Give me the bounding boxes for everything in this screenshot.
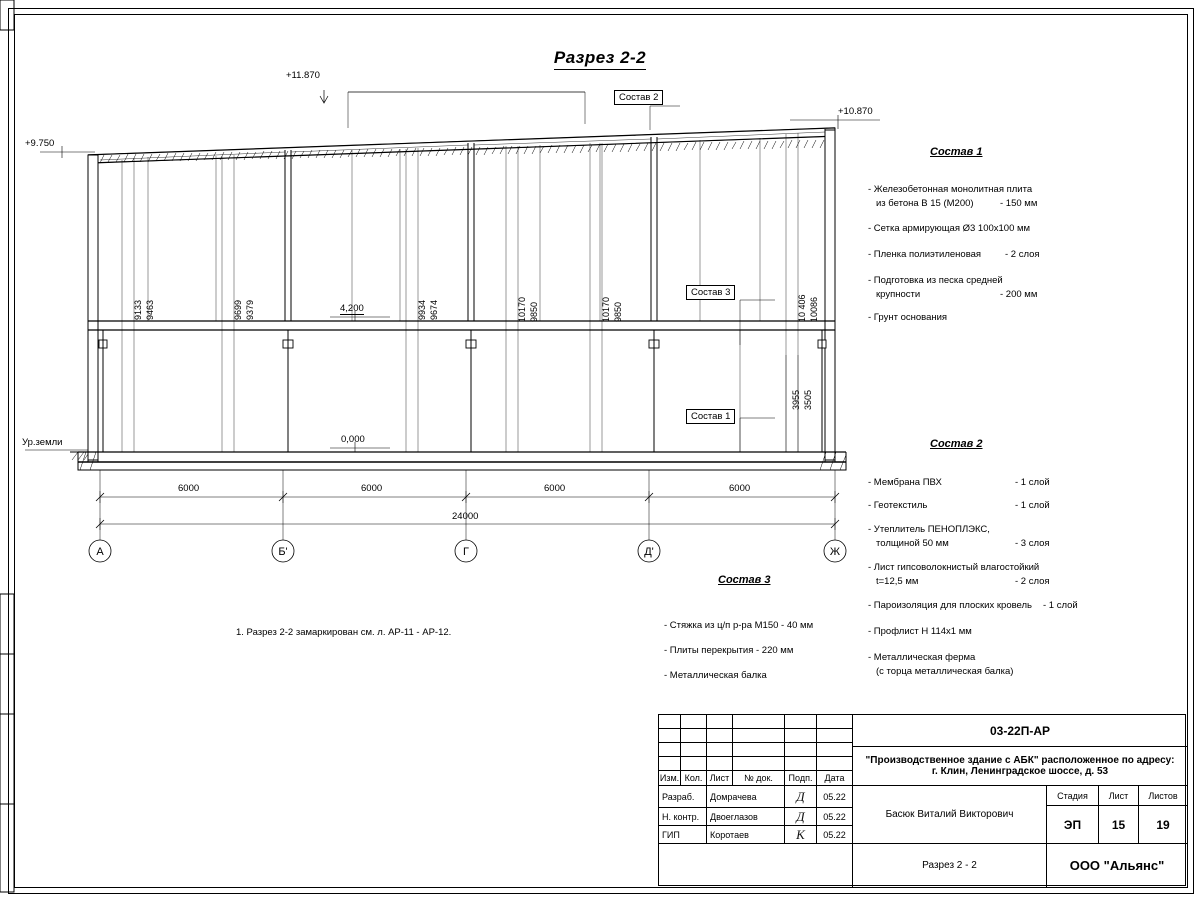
- stamp-sign-controller: [785, 808, 817, 826]
- stamp-grid-cell: [707, 743, 733, 757]
- spec1-item: - Грунт основания: [868, 312, 948, 323]
- spec1-item-value: - 150 мм: [1000, 198, 1038, 209]
- stamp-grid-cell: [733, 715, 785, 729]
- level-zero: 0,000: [341, 434, 365, 445]
- vertical-dim: 9850: [613, 301, 623, 322]
- stamp-grid-cell: [817, 743, 853, 757]
- axis-label: А: [96, 546, 104, 558]
- stamp-grid-cell: [817, 757, 853, 771]
- stamp-col-izm: Изм.: [659, 771, 681, 786]
- vertical-dim: 9699: [233, 299, 243, 320]
- axis-label: Б': [278, 546, 288, 558]
- stamp-code: 03-22П-АР: [853, 715, 1187, 747]
- stamp-sign-gip: [785, 826, 817, 844]
- stamp-sheet-title: Разрез 2 - 2: [853, 844, 1047, 887]
- spec2-item-cont: (с торца металлическая балка): [876, 666, 1014, 677]
- bay-dim: 6000: [544, 483, 566, 494]
- spec3-header: Состав 3: [718, 574, 771, 586]
- vertical-dim: 10086: [809, 296, 819, 322]
- stamp-col-podp: Подп.: [785, 771, 817, 786]
- stamp-grid-cell: [681, 729, 707, 743]
- vertical-dim: 9133: [133, 299, 143, 320]
- stamp-sheet-label: Лист: [1099, 786, 1139, 806]
- stamp-grid-cell: [817, 715, 853, 729]
- title-block: [658, 714, 1186, 886]
- stamp-role-developer: Разраб.: [659, 786, 707, 808]
- spec1-item-cont: крупности: [876, 289, 921, 300]
- spec2-item: - Профлист Н 114х1 мм: [868, 626, 972, 637]
- spec2-item-value: - 1 слой: [1043, 600, 1078, 611]
- axis-label: Д': [644, 546, 654, 558]
- vertical-dim: 9674: [429, 299, 439, 320]
- stamp-role-controller: Н. контр.: [659, 808, 707, 826]
- spec2-item-value: - 1 слой: [1015, 477, 1050, 488]
- stamp-grid-cell: [733, 757, 785, 771]
- stamp-object: [853, 747, 1187, 786]
- spec1-item: - Пленка полиэтиленовая: [868, 249, 982, 260]
- spec2-item: - Утеплитель ПЕНОПЛЭКС,: [868, 524, 990, 535]
- stamp-date-controller: 05.22: [817, 808, 853, 826]
- axis-label: Г: [463, 546, 469, 558]
- spec3-item: - Стяжка из ц/п р-ра М150 - 40 мм: [664, 620, 814, 631]
- spec2-item-value: - 2 слоя: [1015, 576, 1050, 587]
- spec1-item: - Подготовка из песка средней: [868, 275, 1003, 286]
- vertical-dim: 9379: [245, 299, 255, 320]
- stamp-grid-cell: [785, 743, 817, 757]
- stamp-grid-cell: [817, 729, 853, 743]
- vertical-dim: 10170: [517, 296, 527, 322]
- stamp-chief: Басюк Виталий Викторович: [853, 786, 1047, 844]
- vertical-dim: 3955: [791, 389, 801, 410]
- spec2-item: - Лист гипсоволокнистый влагостойкий: [868, 562, 1040, 573]
- stamp-grid-cell: [707, 729, 733, 743]
- stamp-grid-cell: [681, 757, 707, 771]
- stamp-stage-value: ЭП: [1047, 806, 1099, 844]
- stamp-name-controller: Двоеглазов: [707, 808, 785, 826]
- level-peak: +11.870: [286, 70, 320, 81]
- stamp-grid-cell: [681, 715, 707, 729]
- spec3-item: - Плиты перекрытия - 220 мм: [664, 645, 794, 656]
- level-mid: 4,200: [340, 303, 364, 314]
- callout-sostav3: Состав 3: [686, 285, 735, 300]
- stamp-object-line2: г. Клин, Ленинградское шоссе, д. 53: [931, 766, 1109, 777]
- page-title: Разрез 2-2: [0, 48, 1200, 68]
- vertical-dim: 9850: [529, 301, 539, 322]
- stamp-grid-cell: [785, 757, 817, 771]
- spec1-item-value: - 200 мм: [1000, 289, 1038, 300]
- stamp-sheets-label: Листов: [1139, 786, 1187, 806]
- spec2-item: - Металлическая ферма: [868, 652, 976, 663]
- vertical-dim: 9463: [145, 299, 155, 320]
- level-right: +10.870: [838, 106, 873, 117]
- bay-dim: 6000: [178, 483, 200, 494]
- spec1-item-value: - 2 слоя: [1005, 249, 1040, 260]
- signature-glyph: Д: [796, 808, 805, 824]
- stamp-sign-developer: [785, 786, 817, 808]
- bay-dim: 6000: [361, 483, 383, 494]
- signature-glyph: К: [796, 826, 805, 842]
- stamp-blank-bottom: [659, 844, 853, 887]
- spec1-header: Состав 1: [930, 146, 983, 158]
- bay-dim: 6000: [729, 483, 751, 494]
- spec3-item: - Металлическая балка: [664, 670, 767, 681]
- spec2-item: - Пароизоляция для плоских кровель: [868, 600, 1033, 611]
- stamp-sheet-value: 15: [1099, 806, 1139, 844]
- spec2-item-cont: толщиной 50 мм: [876, 538, 949, 549]
- stamp-grid-cell: [785, 729, 817, 743]
- stamp-grid-cell: [733, 743, 785, 757]
- stamp-date-developer: 05.22: [817, 786, 853, 808]
- spec2-item-value: - 3 слоя: [1015, 538, 1050, 549]
- vertical-dim: 10 406: [797, 294, 807, 322]
- stamp-role-gip: ГИП: [659, 826, 707, 844]
- drawing-note: 1. Разрез 2-2 замаркирован см. л. АР-11 - АР-12.: [236, 627, 452, 638]
- vertical-dim: 10170: [601, 296, 611, 322]
- vertical-dim: 9934: [417, 299, 427, 320]
- stamp-sheets-value: 19: [1139, 806, 1187, 844]
- spec1-item: - Железобетонная монолитная плита: [868, 184, 1033, 195]
- spec2-item: - Геотекстиль: [868, 500, 928, 511]
- stamp-grid-cell: [707, 715, 733, 729]
- signature-glyph: Д: [796, 788, 805, 804]
- spec2-item-cont: t=12,5 мм: [876, 576, 919, 587]
- stamp-grid-cell: [659, 743, 681, 757]
- stamp-stage-label: Стадия: [1047, 786, 1099, 806]
- stamp-grid-cell: [681, 743, 707, 757]
- spec2-header: Состав 2: [930, 438, 983, 450]
- stamp-col-data: Дата: [817, 771, 853, 786]
- stamp-object-line1: "Производственное здание с АБК" расположенное по адресу:: [865, 755, 1175, 766]
- axis-label: Ж: [829, 546, 841, 558]
- level-ground: Ур.земли: [22, 437, 63, 448]
- callout-sostav1: Состав 1: [686, 409, 735, 424]
- vertical-dim: 3505: [803, 389, 813, 410]
- total-dim: 24000: [452, 511, 479, 522]
- stamp-company: ООО "Альянс": [1069, 858, 1165, 873]
- stamp-grid-cell: [733, 729, 785, 743]
- spec2-item-value: - 1 слой: [1015, 500, 1050, 511]
- stamp-grid-cell: [707, 757, 733, 771]
- stamp-grid-cell: [659, 757, 681, 771]
- stamp-col-doc: № док.: [733, 771, 785, 786]
- stamp-name-developer: Домрачева: [707, 786, 785, 808]
- stamp-grid-cell: [659, 729, 681, 743]
- stamp-date-gip: 05.22: [817, 826, 853, 844]
- stamp-grid-cell: [659, 715, 681, 729]
- level-top-left: +9.750: [25, 138, 55, 149]
- spec2-item: - Мембрана ПВХ: [868, 477, 942, 488]
- stamp-grid-cell: [785, 715, 817, 729]
- stamp-col-list: Лист: [707, 771, 733, 786]
- spec1-item-cont: из бетона В 15 (М200): [876, 198, 974, 209]
- spec1-item: - Сетка армирующая Ø3 100х100 мм: [868, 223, 1031, 234]
- stamp-name-gip: Коротаев: [707, 826, 785, 844]
- stamp-col-kol: Кол.: [681, 771, 707, 786]
- callout-sostav2: Состав 2: [614, 90, 663, 105]
